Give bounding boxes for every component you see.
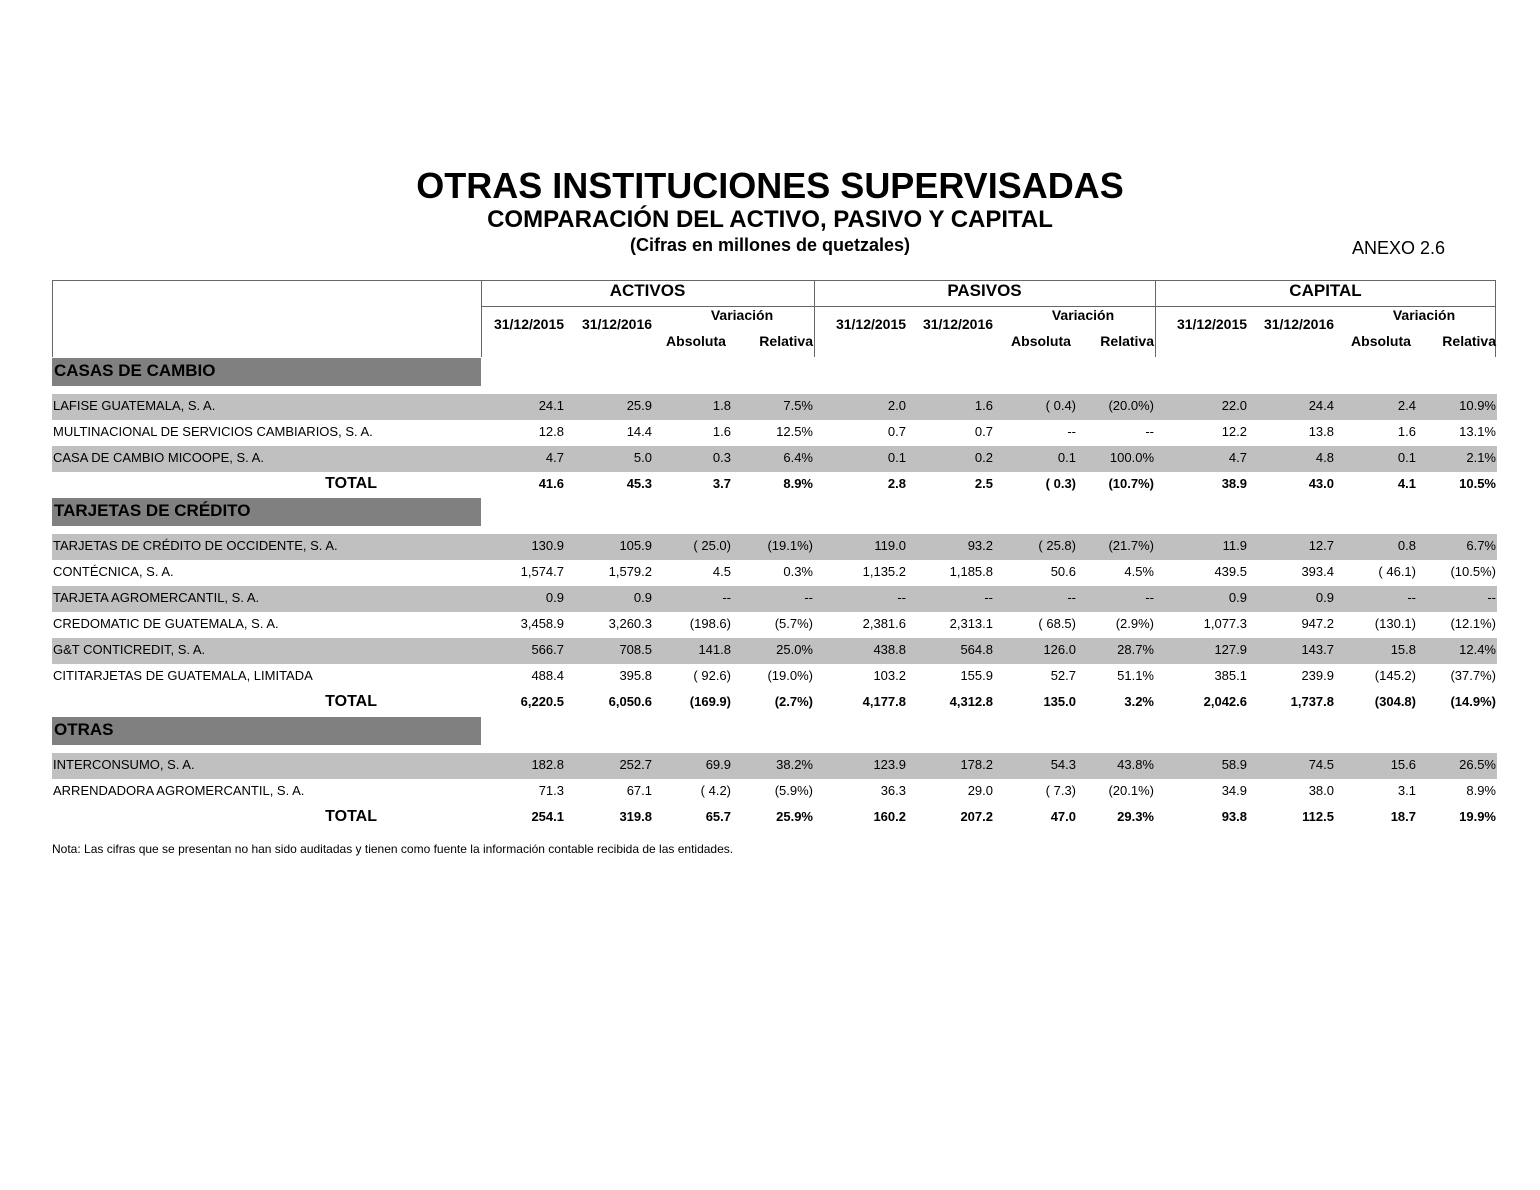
capital-date2-cell: 143.7 xyxy=(1301,642,1334,657)
pasivos-date1-cell: 1,135.2 xyxy=(862,564,906,579)
capital-date2-total-cell: 43.0 xyxy=(1308,476,1334,491)
pasivos-date2-cell: 0.2 xyxy=(974,450,993,465)
activos-relativa-cell: (5.7%) xyxy=(774,616,813,631)
pasivos-relativa-cell: -- xyxy=(1145,424,1154,439)
capital-absoluta-total-cell: (304.8) xyxy=(1374,694,1416,709)
pasivos-relativa-cell: 51.1% xyxy=(1117,668,1154,683)
activos-absoluta-cell: 1.6 xyxy=(712,424,731,439)
capital-absoluta-cell: (130.1) xyxy=(1374,616,1416,631)
activos-absoluta-cell: ( 4.2) xyxy=(700,783,731,798)
activos-date1-cell: 0.9 xyxy=(545,590,564,605)
capital-relativa-cell: 6.7% xyxy=(1466,538,1496,553)
entity-name: CASA DE CAMBIO MICOOPE, S. A. xyxy=(53,450,264,465)
capital-relativa-cell: (12.1%) xyxy=(1450,616,1496,631)
capital-date1-total-cell: 2,042.6 xyxy=(1203,694,1247,709)
activos-relativa-cell: 7.5% xyxy=(783,398,813,413)
table-row xyxy=(52,446,1497,472)
capital-header: CAPITAL xyxy=(1289,281,1362,300)
capital-date1-cell: 58.9 xyxy=(1221,757,1247,772)
capital-date2-cell: 0.9 xyxy=(1315,590,1334,605)
activos-date2-cell: 14.4 xyxy=(626,424,652,439)
capital-relativa-total-cell: (14.9%) xyxy=(1450,694,1496,709)
capital-date2-cell: 13.8 xyxy=(1308,424,1334,439)
capital-absoluta-cell: -- xyxy=(1407,590,1416,605)
pasivos-absoluta-cell: 50.6 xyxy=(1050,564,1076,579)
activos-date1-cell: 182.8 xyxy=(531,757,564,772)
pasivos-date2-cell: 1.6 xyxy=(974,398,993,413)
total-row xyxy=(52,690,1497,716)
capital-date1-cell: 385.1 xyxy=(1214,668,1247,683)
capital-absoluta-cell: 0.8 xyxy=(1397,538,1416,553)
capital-date2-cell: 38.0 xyxy=(1308,783,1334,798)
activos-relativa-cell: 12.5% xyxy=(776,424,813,439)
pasivos-absoluta-cell: ( 7.3) xyxy=(1045,783,1076,798)
pasivos-date1-cell: 2.0 xyxy=(887,398,906,413)
pasivos-absoluta-cell: 54.3 xyxy=(1050,757,1076,772)
pasivos-relativa-header: Relativa xyxy=(1100,333,1154,349)
pasivos-date2-cell: -- xyxy=(984,590,993,605)
table-row xyxy=(52,560,1497,586)
activos-absoluta-cell: 4.5 xyxy=(712,564,731,579)
pasivos-date2-cell: 93.2 xyxy=(967,538,993,553)
activos-date-2016-header: 31/12/2016 xyxy=(581,316,653,332)
activos-absoluta-cell: ( 92.6) xyxy=(693,668,731,683)
pasivos-relativa-cell: 4.5% xyxy=(1124,564,1154,579)
table-row xyxy=(52,753,1497,779)
capital-date2-cell: 947.2 xyxy=(1301,616,1334,631)
activos-date1-cell: 4.7 xyxy=(545,450,564,465)
capital-date2-cell: 74.5 xyxy=(1308,757,1334,772)
capital-absoluta-cell: 2.4 xyxy=(1397,398,1416,413)
activos-date1-total-cell: 254.1 xyxy=(531,809,564,824)
activos-header: ACTIVOS xyxy=(609,281,686,300)
activos-date1-cell: 71.3 xyxy=(538,783,564,798)
capital-date2-cell: 4.8 xyxy=(1315,450,1334,465)
pasivos-relativa-cell: (20.0%) xyxy=(1108,398,1154,413)
table-row xyxy=(52,664,1497,690)
pasivos-absoluta-cell: 52.7 xyxy=(1050,668,1076,683)
entity-name: ARRENDADORA AGROMERCANTIL, S. A. xyxy=(53,783,305,798)
total-label: TOTAL xyxy=(325,475,377,492)
capital-relativa-cell: 13.1% xyxy=(1459,424,1496,439)
activos-relativa-cell: 38.2% xyxy=(776,757,813,772)
capital-date2-cell: 24.4 xyxy=(1308,398,1334,413)
entity-name: MULTINACIONAL DE SERVICIOS CAMBIARIOS, S. A. xyxy=(53,424,373,439)
activos-relativa-cell: (19.0%) xyxy=(767,668,813,683)
capital-date1-cell: 22.0 xyxy=(1221,398,1247,413)
total-row xyxy=(52,472,1497,498)
capital-absoluta-cell: 15.6 xyxy=(1390,757,1416,772)
pasivos-date2-cell: 178.2 xyxy=(960,757,993,772)
capital-relativa-cell: 8.9% xyxy=(1466,783,1496,798)
pasivos-date1-cell: 438.8 xyxy=(873,642,906,657)
capital-absoluta-total-cell: 18.7 xyxy=(1390,809,1416,824)
entity-name: CREDOMATIC DE GUATEMALA, S. A. xyxy=(53,616,279,631)
pasivos-date1-cell: 123.9 xyxy=(873,757,906,772)
activos-relativa-total-cell: (2.7%) xyxy=(774,694,813,709)
activos-absoluta-total-cell: 65.7 xyxy=(705,809,731,824)
section-header: CASAS DE CAMBIO xyxy=(52,358,481,386)
table-row xyxy=(52,586,1497,612)
activos-date1-cell: 12.8 xyxy=(538,424,564,439)
pasivos-date2-total-cell: 4,312.8 xyxy=(949,694,993,709)
pasivos-date1-cell: 0.7 xyxy=(887,424,906,439)
entity-name: CITITARJETAS DE GUATEMALA, LIMITADA xyxy=(53,668,313,683)
activos-variacion-header: Variación xyxy=(710,307,774,323)
activos-date2-cell: 25.9 xyxy=(626,398,652,413)
pasivos-header: PASIVOS xyxy=(947,281,1022,300)
capital-absoluta-cell: ( 46.1) xyxy=(1378,564,1416,579)
pasivos-date2-total-cell: 2.5 xyxy=(974,476,993,491)
units-note: (Cifras en millones de quetzales) xyxy=(629,235,911,255)
activos-date-2015-header: 31/12/2015 xyxy=(493,316,565,332)
pasivos-absoluta-total-cell: ( 0.3) xyxy=(1045,476,1076,491)
pasivos-date2-cell: 0.7 xyxy=(974,424,993,439)
activos-relativa-cell: 25.0% xyxy=(776,642,813,657)
table-row xyxy=(52,638,1497,664)
table-row xyxy=(52,534,1497,560)
pasivos-absoluta-cell: -- xyxy=(1067,590,1076,605)
activos-date1-cell: 130.9 xyxy=(531,538,564,553)
pasivos-date1-total-cell: 160.2 xyxy=(873,809,906,824)
capital-date1-cell: 1,077.3 xyxy=(1203,616,1247,631)
pasivos-relativa-cell: 100.0% xyxy=(1109,450,1154,465)
pasivos-date-2016-header: 31/12/2016 xyxy=(922,316,994,332)
entity-name: INTERCONSUMO, S. A. xyxy=(53,757,195,772)
capital-date2-cell: 12.7 xyxy=(1308,538,1334,553)
pasivos-relativa-cell: (2.9%) xyxy=(1115,616,1154,631)
activos-absoluta-cell: 141.8 xyxy=(698,642,731,657)
pasivos-date1-cell: -- xyxy=(897,590,906,605)
activos-date2-cell: 5.0 xyxy=(633,450,652,465)
pasivos-date1-total-cell: 4,177.8 xyxy=(862,694,906,709)
pasivos-absoluta-header: Absoluta xyxy=(1011,333,1071,349)
table-row xyxy=(52,612,1497,638)
section-header: OTRAS xyxy=(52,717,481,745)
activos-date2-cell: 708.5 xyxy=(619,642,652,657)
pasivos-date1-cell: 103.2 xyxy=(873,668,906,683)
capital-date2-cell: 393.4 xyxy=(1301,564,1334,579)
entity-name: TARJETAS DE CRÉDITO DE OCCIDENTE, S. A. xyxy=(53,538,338,553)
activos-absoluta-cell: 1.8 xyxy=(712,398,731,413)
capital-relativa-cell: (37.7%) xyxy=(1450,668,1496,683)
activos-relativa-cell: 6.4% xyxy=(783,450,813,465)
capital-variacion-header: Variación xyxy=(1392,307,1456,323)
pasivos-date1-cell: 0.1 xyxy=(887,450,906,465)
capital-date1-cell: 439.5 xyxy=(1214,564,1247,579)
pasivos-absoluta-cell: ( 0.4) xyxy=(1045,398,1076,413)
activos-absoluta-total-cell: 3.7 xyxy=(712,476,731,491)
activos-date2-cell: 0.9 xyxy=(633,590,652,605)
pasivos-date2-cell: 155.9 xyxy=(960,668,993,683)
total-row xyxy=(52,805,1497,831)
table-row xyxy=(52,779,1497,805)
pasivos-relativa-cell: 43.8% xyxy=(1117,757,1154,772)
pasivos-relativa-total-cell: (10.7%) xyxy=(1108,476,1154,491)
pasivos-relativa-total-cell: 29.3% xyxy=(1117,809,1154,824)
pasivos-relativa-cell: (20.1%) xyxy=(1108,783,1154,798)
activos-date1-cell: 1,574.7 xyxy=(520,564,564,579)
pasivos-absoluta-cell: ( 25.8) xyxy=(1038,538,1076,553)
activos-date2-cell: 3,260.3 xyxy=(608,616,652,631)
activos-relativa-cell: -- xyxy=(804,590,813,605)
pasivos-relativa-cell: (21.7%) xyxy=(1108,538,1154,553)
capital-relativa-header: Relativa xyxy=(1442,333,1496,349)
pasivos-relativa-cell: 28.7% xyxy=(1117,642,1154,657)
total-label: TOTAL xyxy=(325,808,377,825)
capital-date-2015-header: 31/12/2015 xyxy=(1176,316,1248,332)
pasivos-variacion-header: Variación xyxy=(1051,307,1115,323)
activos-date2-total-cell: 6,050.6 xyxy=(608,694,652,709)
capital-date1-cell: 127.9 xyxy=(1214,642,1247,657)
capital-date1-cell: 4.7 xyxy=(1228,450,1247,465)
capital-absoluta-cell: 1.6 xyxy=(1397,424,1416,439)
pasivos-date2-cell: 29.0 xyxy=(967,783,993,798)
footnote: Nota: Las cifras que se presentan no han sido auditadas y tienen como fuente la información contable recibida de las entidades. xyxy=(52,842,734,856)
capital-relativa-cell: 10.9% xyxy=(1459,398,1496,413)
activos-date1-cell: 24.1 xyxy=(538,398,564,413)
activos-absoluta-header: Absoluta xyxy=(666,333,726,349)
activos-absoluta-cell: 69.9 xyxy=(705,757,731,772)
pasivos-date2-cell: 564.8 xyxy=(960,642,993,657)
pasivos-date2-cell: 2,313.1 xyxy=(949,616,993,631)
capital-relativa-cell: 2.1% xyxy=(1466,450,1496,465)
capital-date1-cell: 0.9 xyxy=(1228,590,1247,605)
capital-relativa-total-cell: 10.5% xyxy=(1459,476,1496,491)
report-title: OTRAS INSTITUCIONES SUPERVISADAS xyxy=(416,165,1124,206)
activos-relativa-cell: 0.3% xyxy=(783,564,813,579)
capital-date2-total-cell: 112.5 xyxy=(1302,809,1334,824)
entity-name: LAFISE GUATEMALA, S. A. xyxy=(53,398,216,413)
activos-date2-cell: 1,579.2 xyxy=(608,564,652,579)
pasivos-absoluta-cell: -- xyxy=(1067,424,1076,439)
pasivos-date2-cell: 1,185.8 xyxy=(949,564,993,579)
entity-name: CONTÉCNICA, S. A. xyxy=(53,564,174,579)
capital-date1-cell: 11.9 xyxy=(1222,538,1247,553)
activos-absoluta-cell: (198.6) xyxy=(689,616,731,631)
capital-absoluta-cell: 0.1 xyxy=(1397,450,1416,465)
capital-date1-total-cell: 38.9 xyxy=(1221,476,1247,491)
capital-date1-cell: 34.9 xyxy=(1221,783,1247,798)
activos-absoluta-cell: 0.3 xyxy=(712,450,731,465)
pasivos-absoluta-total-cell: 135.0 xyxy=(1043,694,1076,709)
capital-relativa-cell: 26.5% xyxy=(1459,757,1496,772)
pasivos-date1-cell: 2,381.6 xyxy=(862,616,906,631)
capital-date1-total-cell: 93.8 xyxy=(1221,809,1247,824)
activos-date2-cell: 105.9 xyxy=(619,538,652,553)
activos-relativa-cell: (5.9%) xyxy=(774,783,813,798)
annex-label: ANEXO 2.6 xyxy=(1352,238,1446,258)
activos-date2-cell: 67.1 xyxy=(626,783,652,798)
activos-relativa-total-cell: 8.9% xyxy=(783,476,813,491)
capital-relativa-cell: 12.4% xyxy=(1459,642,1496,657)
pasivos-relativa-cell: -- xyxy=(1145,590,1154,605)
capital-relativa-cell: -- xyxy=(1487,590,1496,605)
activos-date2-total-cell: 319.8 xyxy=(619,809,652,824)
activos-date2-cell: 395.8 xyxy=(619,668,652,683)
pasivos-absoluta-cell: 0.1 xyxy=(1057,450,1076,465)
table-row xyxy=(52,420,1497,446)
activos-date1-cell: 3,458.9 xyxy=(520,616,564,631)
pasivos-date1-cell: 36.3 xyxy=(880,783,906,798)
pasivos-relativa-total-cell: 3.2% xyxy=(1124,694,1154,709)
activos-date2-total-cell: 45.3 xyxy=(626,476,652,491)
capital-date1-cell: 12.2 xyxy=(1221,424,1247,439)
activos-absoluta-cell: -- xyxy=(722,590,731,605)
activos-relativa-total-cell: 25.9% xyxy=(776,809,813,824)
pasivos-absoluta-cell: ( 68.5) xyxy=(1038,616,1076,631)
pasivos-date1-total-cell: 2.8 xyxy=(887,476,906,491)
pasivos-date2-total-cell: 207.2 xyxy=(960,809,993,824)
entity-name: G&T CONTICREDIT, S. A. xyxy=(53,642,206,657)
section-header: TARJETAS DE CRÉDITO xyxy=(52,498,481,526)
activos-absoluta-total-cell: (169.9) xyxy=(689,694,731,709)
total-label: TOTAL xyxy=(325,693,377,710)
capital-date-2016-header: 31/12/2016 xyxy=(1263,316,1335,332)
capital-absoluta-cell: 3.1 xyxy=(1397,783,1416,798)
activos-date1-cell: 566.7 xyxy=(531,642,564,657)
capital-relativa-cell: (10.5%) xyxy=(1450,564,1496,579)
capital-absoluta-cell: (145.2) xyxy=(1374,668,1416,683)
activos-absoluta-cell: ( 25.0) xyxy=(693,538,731,553)
pasivos-date1-cell: 119.0 xyxy=(874,538,906,553)
activos-relativa-header: Relativa xyxy=(759,333,813,349)
activos-date1-total-cell: 6,220.5 xyxy=(520,694,564,709)
capital-date2-total-cell: 1,737.8 xyxy=(1290,694,1334,709)
capital-absoluta-header: Absoluta xyxy=(1351,333,1411,349)
capital-absoluta-cell: 15.8 xyxy=(1390,642,1416,657)
activos-date1-total-cell: 41.6 xyxy=(538,476,564,491)
activos-date2-cell: 252.7 xyxy=(619,757,652,772)
pasivos-date-2015-header: 31/12/2015 xyxy=(835,316,907,332)
activos-date1-cell: 488.4 xyxy=(531,668,564,683)
capital-date2-cell: 239.9 xyxy=(1301,668,1334,683)
report-subtitle: COMPARACIÓN DEL ACTIVO, PASIVO Y CAPITAL xyxy=(487,206,1053,233)
pasivos-absoluta-total-cell: 47.0 xyxy=(1050,809,1076,824)
table-row xyxy=(52,394,1497,420)
capital-relativa-total-cell: 19.9% xyxy=(1459,809,1496,824)
capital-absoluta-total-cell: 4.1 xyxy=(1397,476,1416,491)
entity-name: TARJETA AGROMERCANTIL, S. A. xyxy=(53,590,260,605)
activos-relativa-cell: (19.1%) xyxy=(767,538,813,553)
pasivos-absoluta-cell: 126.0 xyxy=(1043,642,1076,657)
